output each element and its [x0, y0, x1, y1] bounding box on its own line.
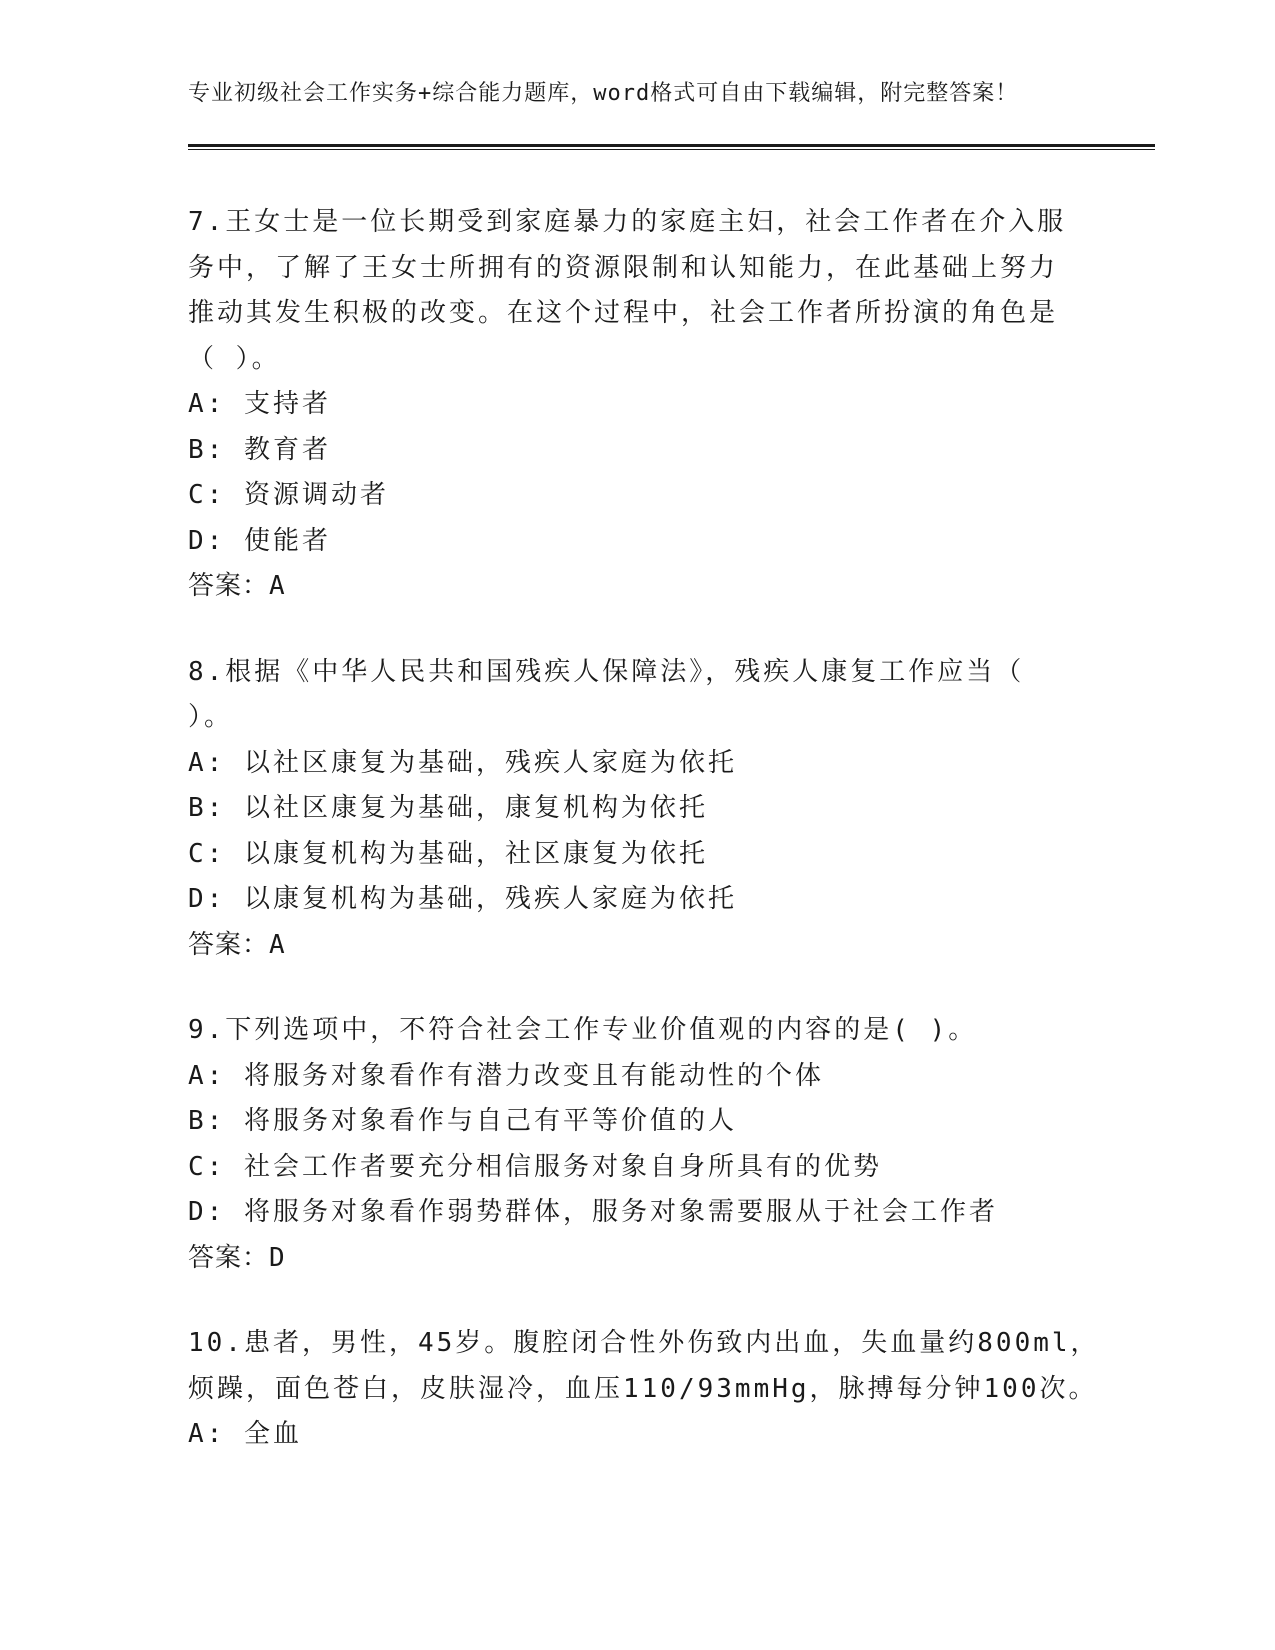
question-9 — [188, 1008, 1068, 1281]
option-a: A: 全血 — [188, 1419, 302, 1449]
question-stem-line: 烦躁，面色苍白，皮肤湿冷，血压110/93mmHg，脉搏每分钟100次。 — [188, 1373, 1098, 1404]
question-list — [188, 200, 1100, 1498]
option-b: B: 以社区康复为基础，康复机构为依托 — [188, 793, 708, 823]
page-header: 专业初级社会工作实务+综合能力题库，word格式可自由下载编辑，附完整答案！ — [188, 81, 1019, 106]
answer-line — [188, 1236, 1068, 1282]
option-c: C: 资源调动者 — [188, 480, 389, 510]
option-a: A: 将服务对象看作有潜力改变且有能动性的个体 — [188, 1060, 824, 1091]
question-stem-line: 10.患者，男性，45岁。腹腔闭合性外伤致内出血，失血量约800ml， — [188, 1328, 1100, 1358]
answer-label: 答案： — [188, 929, 270, 960]
option-d: D: 以康复机构为基础，残疾人家庭为依托 — [188, 884, 737, 914]
answer-value: D — [269, 1242, 286, 1273]
question-stem-line: （ ）。 — [188, 343, 281, 374]
header-rule-thin — [188, 149, 1155, 150]
question-8 — [188, 650, 1068, 969]
question-stem-line: 7.王女士是一位长期受到家庭暴力的家庭主妇，社会工作者在介入服 — [188, 207, 1067, 237]
option-a: A: 支持者 — [188, 389, 331, 419]
answer-label: 答案： — [188, 1242, 270, 1273]
option-d: D: 使能者 — [188, 525, 331, 556]
question-stem-line: 务中，了解了王女士所拥有的资源限制和认知能力，在此基础上努力 — [188, 252, 1059, 283]
answer-line — [188, 564, 1068, 610]
header-rule-thick — [188, 144, 1155, 147]
option-b: B: 将服务对象看作与自己有平等价值的人 — [188, 1106, 737, 1136]
question-stem-line: 9.下列选项中，不符合社会工作专业价值观的内容的是( )。 — [188, 1015, 978, 1045]
option-c: C: 以康复机构为基础，社区康复为依托 — [188, 838, 708, 869]
question-stem-line: ）。 — [188, 702, 234, 732]
question-10 — [188, 1321, 1100, 1458]
answer-label: 答案： — [188, 571, 270, 601]
answer-value: A — [269, 571, 286, 601]
question-stem-line: 8.根据《中华人民共和国残疾人保障法》，残疾人康复工作应当（ — [188, 656, 1025, 687]
answer-value: A — [269, 929, 286, 960]
option-c: C: 社会工作者要充分相信服务对象自身所具有的优势 — [188, 1151, 882, 1182]
option-d: D: 将服务对象看作弱势群体，服务对象需要服从于社会工作者 — [188, 1197, 998, 1227]
question-7 — [188, 200, 1068, 610]
answer-line — [188, 923, 1068, 969]
option-b: B: 教育者 — [188, 434, 331, 465]
question-stem-line: 推动其发生积极的改变。在这个过程中，社会工作者所扮演的角色是 — [188, 298, 1059, 328]
option-a: A: 以社区康复为基础，残疾人家庭为依托 — [188, 747, 737, 778]
